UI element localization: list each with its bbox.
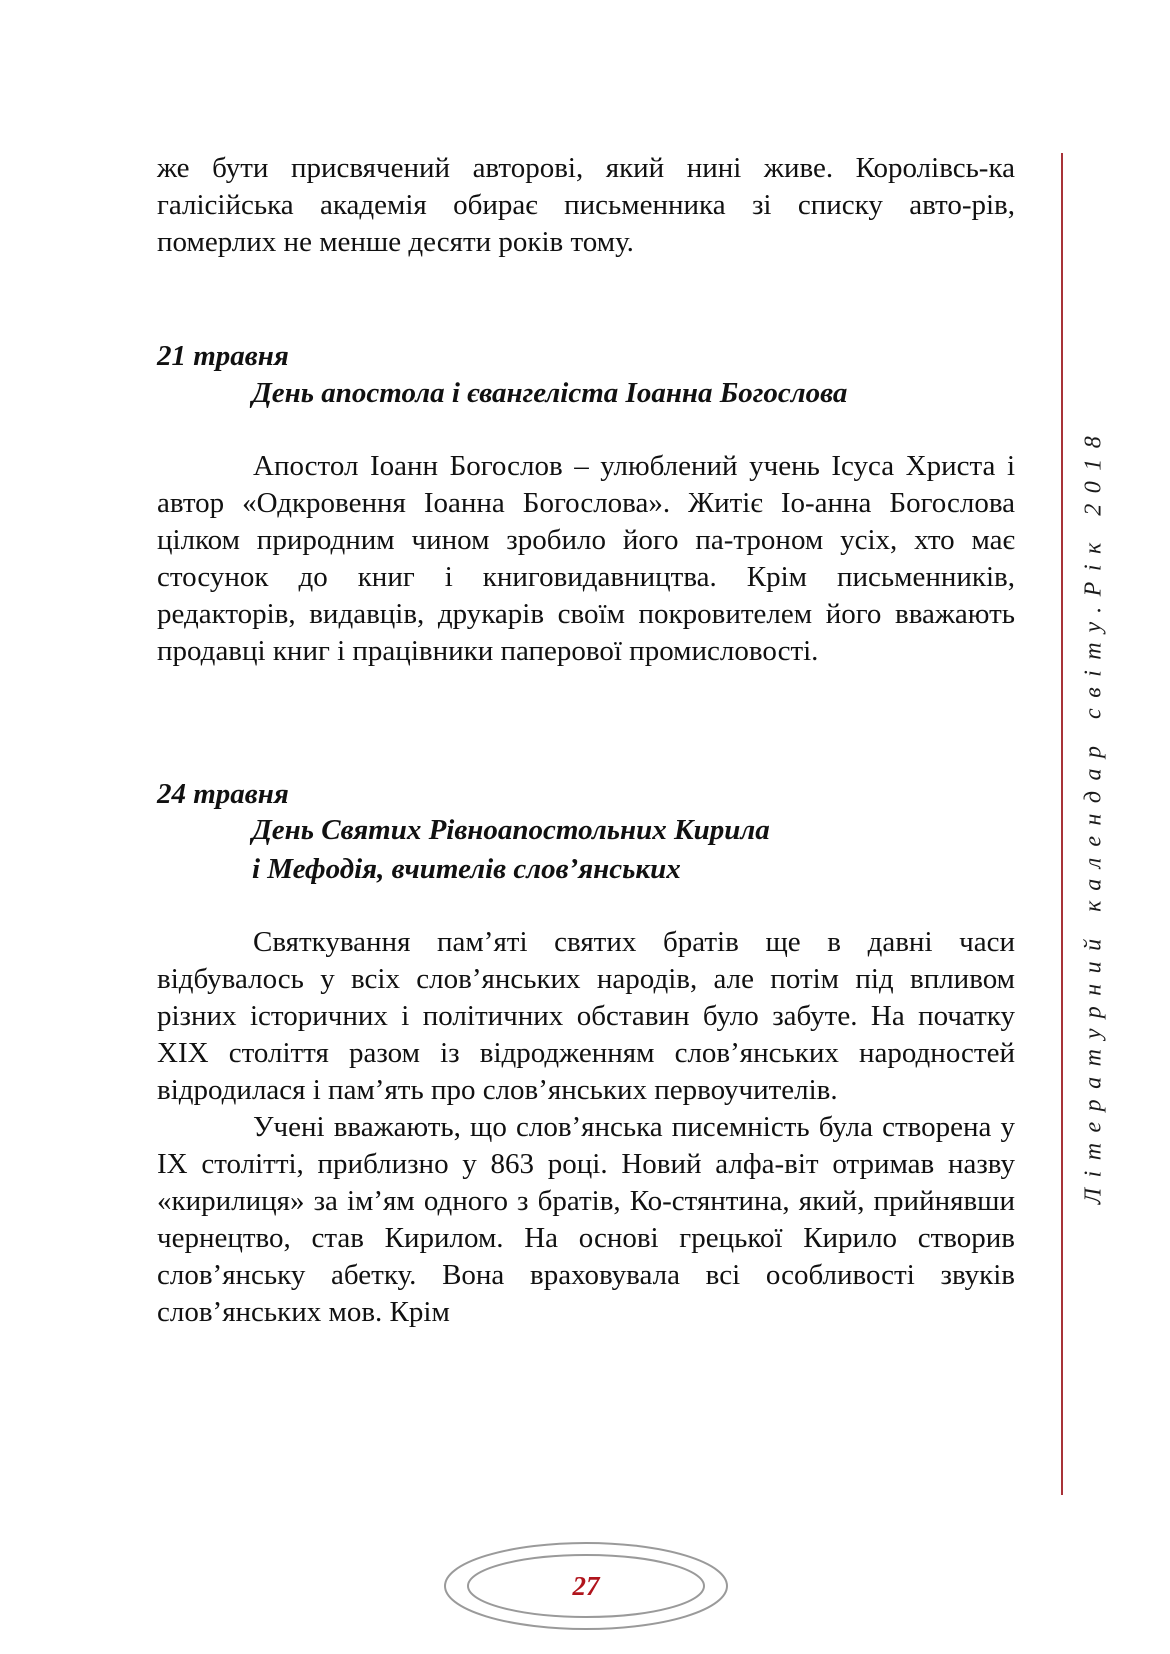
section-heading <box>252 374 847 413</box>
section-heading <box>252 811 770 889</box>
section-heading-line: День Святих Рівноапостольних Кирила <box>252 814 770 846</box>
section-body <box>157 924 1015 1331</box>
paragraph: Апостол Іоанн Богослов – улюблений учень Ісуса Христа і автор «Одкровення Іоанна Богослова». Житіє Іо-анна Богослова цілком природним чином зробило його па-троном усіх, хто має стосунок до книг і книговидавництва. Крім письменників, редакторів, видавців, друкарів своїм покровителем його вважають продавці книг і працівники паперової промисловості. <box>157 450 1015 667</box>
top-paragraph-block <box>157 150 1015 261</box>
section-heading-line: День апостола і євангеліста Іоанна Богослова <box>252 377 848 409</box>
paragraph: же бути присвячений авторові, який нині живе. Королівсь-ка галісійська академія обирає письменника зі списку авто-рів, померлих не менше десяти років тому. <box>157 152 1015 258</box>
section-heading-line: і Мефодія, вчителів слов’янських <box>252 853 681 885</box>
section-date: 21 травня <box>157 340 289 372</box>
margin-rule <box>1061 153 1063 1495</box>
paragraph: Святкування пам’яті святих братів ще в давні часи відбувалось у всіх слов’янських народів, але потім під впливом різних історичних і політичних обставин було забуте. На початку XIX століття разом із відродженням слов’янських народностей відродилася і пам’ять про слов’янських первоучителів. <box>157 926 1015 1106</box>
paragraph: Учені вважають, що слов’янська писемність була створена у IX столітті, приблизно у 863 році. Новий алфа-віт отримав назву «кирилиця» за ім’ям одного з братів, Ко-стянтина, який, прийнявши чернецтво, став Кирилом. На основі грецької Кирило створив слов’янську абетку. Вона враховувала всі особливості звуків слов’янських мов. Крім <box>157 1111 1015 1328</box>
running-title-text: Літературний календар світу.Рік 2018 <box>1080 425 1107 1205</box>
section-date: 24 травня <box>157 778 289 810</box>
section-body <box>157 448 1015 670</box>
page-number: 27 <box>572 1571 600 1601</box>
page-number-badge <box>441 1538 731 1634</box>
